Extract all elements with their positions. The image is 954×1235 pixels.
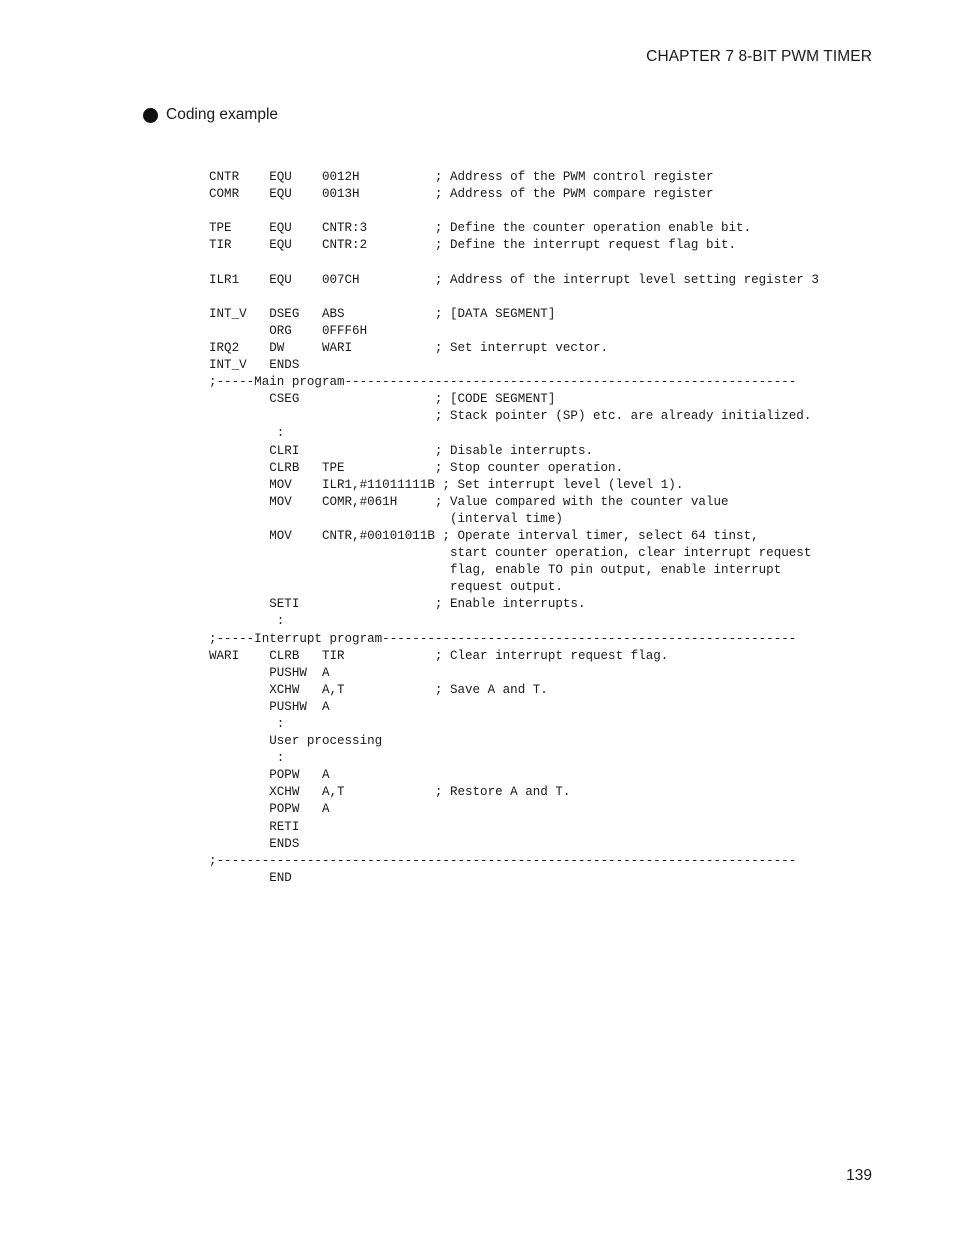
code-line: User processing bbox=[209, 734, 383, 749]
code-line: POPW A bbox=[209, 802, 330, 817]
code-listing bbox=[209, 169, 819, 887]
code-line: ; Stack pointer (SP) etc. are already initialized. bbox=[209, 409, 812, 424]
code-line: POPW A bbox=[209, 768, 330, 783]
code-line: ILR1 EQU 007CH ; Address of the interrupt level setting register 3 bbox=[209, 272, 819, 287]
code-line: SETI ; Enable interrupts. bbox=[209, 597, 586, 612]
code-line: : bbox=[209, 426, 285, 441]
code-line: IRQ2 DW WARI ; Set interrupt vector. bbox=[209, 340, 609, 355]
code-line: flag, enable TO pin output, enable interrupt bbox=[209, 563, 782, 578]
code-line: ;-----Main program------------------------------------------------------------ bbox=[209, 375, 797, 390]
code-line: (interval time) bbox=[209, 511, 563, 526]
code-line bbox=[209, 289, 819, 306]
code-line: TIR EQU CNTR:2 ; Define the interrupt request flag bit. bbox=[209, 238, 737, 253]
bullet-icon bbox=[143, 108, 158, 123]
code-line: MOV CNTR,#00101011B ; Operate interval timer, select 64 tinst, bbox=[209, 528, 759, 543]
code-line: INT_V ENDS bbox=[209, 358, 300, 373]
code-line: END bbox=[209, 870, 292, 885]
code-line: CLRB TPE ; Stop counter operation. bbox=[209, 460, 624, 475]
page-number: 139 bbox=[846, 1167, 872, 1184]
code-line: COMR EQU 0013H ; Address of the PWM compare register bbox=[209, 187, 714, 202]
code-line: XCHW A,T ; Restore A and T. bbox=[209, 785, 571, 800]
code-line: XCHW A,T ; Save A and T. bbox=[209, 682, 548, 697]
code-line: : bbox=[209, 751, 285, 766]
code-line: request output. bbox=[209, 580, 563, 595]
code-line: : bbox=[209, 614, 285, 629]
code-line: CNTR EQU 0012H ; Address of the PWM control register bbox=[209, 170, 714, 184]
code-line: ;----------------------------------------------------------------------------- bbox=[209, 853, 797, 868]
code-line: start counter operation, clear interrupt request bbox=[209, 546, 812, 561]
code-line bbox=[209, 203, 819, 220]
code-line: PUSHW A bbox=[209, 665, 330, 680]
code-line bbox=[209, 254, 819, 271]
code-line: MOV ILR1,#11011111B ; Set interrupt level (level 1). bbox=[209, 477, 684, 492]
code-line: INT_V DSEG ABS ; [DATA SEGMENT] bbox=[209, 306, 556, 321]
code-line: ORG 0FFF6H bbox=[209, 323, 368, 338]
code-line: WARI CLRB TIR ; Clear interrupt request flag. bbox=[209, 648, 669, 663]
chapter-header: CHAPTER 7 8-BIT PWM TIMER bbox=[646, 48, 872, 65]
code-line: MOV COMR,#061H ; Value compared with the counter value bbox=[209, 494, 729, 509]
section-title: Coding example bbox=[166, 106, 279, 123]
code-line: CLRI ; Disable interrupts. bbox=[209, 443, 593, 458]
code-line: ENDS bbox=[209, 836, 300, 851]
section-heading bbox=[143, 106, 278, 124]
code-line: CSEG ; [CODE SEGMENT] bbox=[209, 392, 556, 407]
code-line: : bbox=[209, 717, 285, 731]
code-line: RETI bbox=[209, 819, 300, 834]
code-line: TPE EQU CNTR:3 ; Define the counter operation enable bit. bbox=[209, 221, 752, 236]
code-line: PUSHW A bbox=[209, 699, 330, 714]
code-line: ;-----Interrupt program------------------------------------------------------- bbox=[209, 631, 797, 646]
